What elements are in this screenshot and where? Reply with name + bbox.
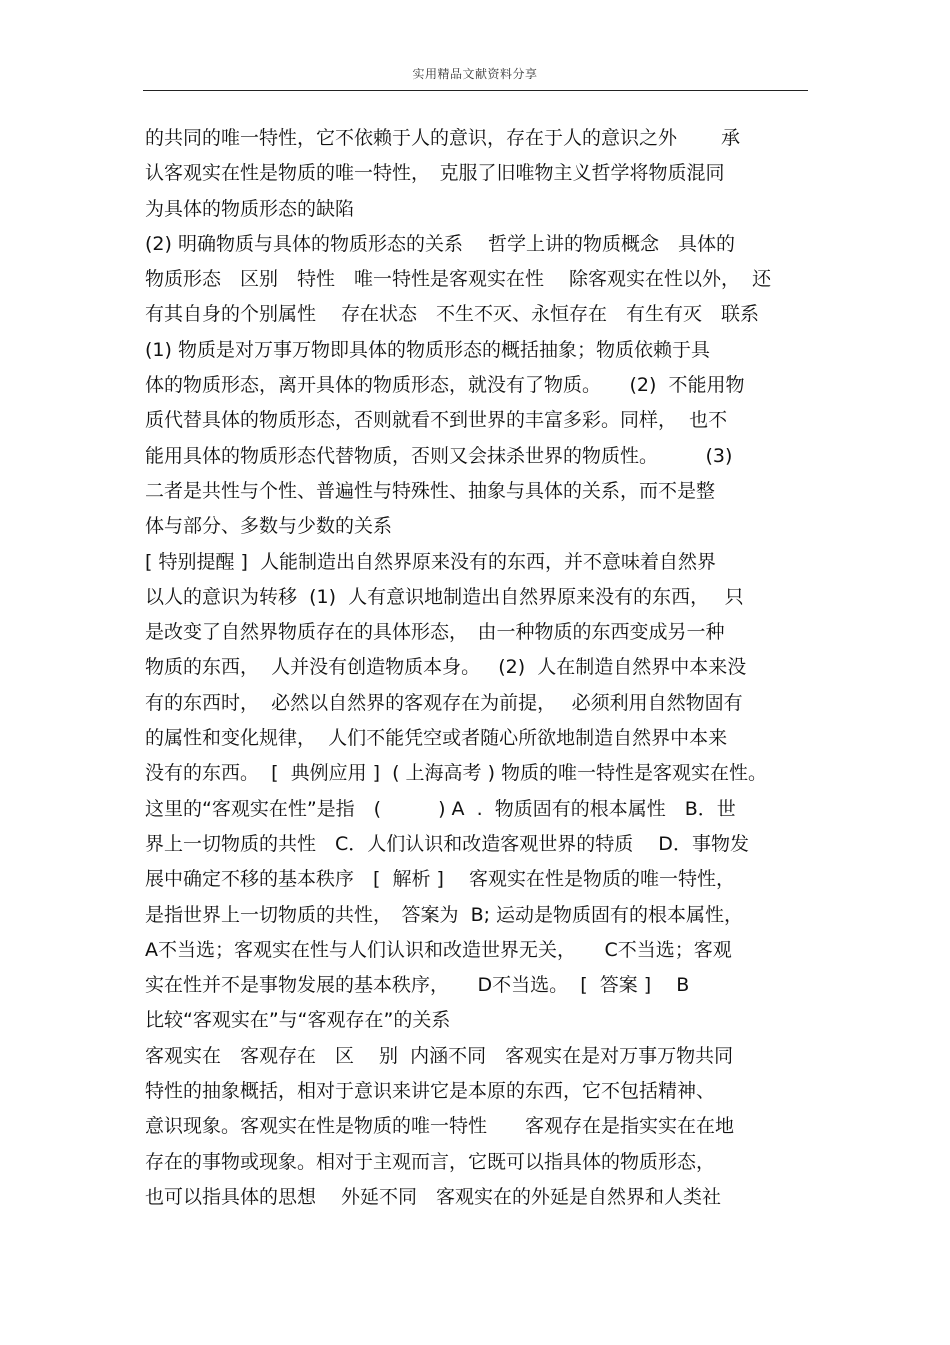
text-line: 为具体的物质形态的缺陷 <box>145 197 355 220</box>
text-line: 展中确定不移的基本秩序 [ 解析 ] 客观实在性是物质的唯一特性， <box>145 868 735 891</box>
text-line: 客观实在 客观存在 区 别 内涵不同 客观实在是对万事万物共同 <box>145 1044 734 1067</box>
text-line: 体的物质形态，离开具体的物质形态，就没有了物质。 (2) 不能用物 <box>145 374 745 397</box>
text-line: 存在的事物或现象。相对于主观而言，它既可以指具体的物质形态， <box>145 1150 716 1173</box>
text-line: 认客观实在性是物质的唯一特性， 克服了旧唯物主义哲学将物质混同 <box>145 162 725 185</box>
text-line: 有其自身的个别属性 存在状态 不生不灭、永恒存在 有生有灭 联系 <box>145 303 760 326</box>
text-line: 体与部分、多数与少数的关系 <box>145 515 393 538</box>
text-line: 以人的意识为转移 (1) 人有意识地制造出自然界原来没有的东西， 只 <box>145 585 744 608</box>
text-line: 有的东西时， 必然以自然界的客观存在为前提， 必须利用自然物固有 <box>145 691 743 714</box>
text-line: (1) 物质是对万事万物即具体的物质形态的概括抽象；物质依赖于具 <box>145 338 710 361</box>
text-line: 比较“客观实在”与“客观存在”的关系 <box>145 1009 451 1032</box>
text-line: (2) 明确物质与具体的物质形态的关系 哲学上讲的物质概念 具体的 <box>145 232 735 255</box>
text-line: 也可以指具体的思想 外延不同 客观实在的外延是自然界和人类社 <box>145 1185 722 1208</box>
page-header: 实用精品文献资料分享 <box>412 67 538 81</box>
document-body <box>145 121 810 1215</box>
text-line: 特性的抽象概括，相对于意识来讲它是本原的东西，它不包括精神、 <box>145 1080 716 1103</box>
text-line: 二者是共性与个性、普遍性与特殊性、抽象与具体的关系，而不是整 <box>145 479 716 502</box>
text-line: 是改变了自然界物质存在的具体形态， 由一种物质的东西变成另一种 <box>145 621 725 644</box>
text-line: A不当选；客观实在性与人们认识和改造世界无关， C不当选；客观 <box>145 938 732 961</box>
text-line: 物质的东西， 人并没有创造物质本身。 (2) 人在制造自然界中本来没 <box>145 656 747 679</box>
text-line: 的属性和变化规律， 人们不能凭空或者随心所欲地制造自然界中本来 <box>145 727 728 750</box>
text-line: 这里的“客观实在性”是指 ( ) A . 物质固有的根本属性 B．世 <box>145 797 736 820</box>
text-line: 实在性并不是事物发展的基本秩序， D不当选。 [ 答案 ] B <box>145 974 690 997</box>
text-line: 质代替具体的物质形态，否则就看不到世界的丰富多彩。同样， 也不 <box>145 409 728 432</box>
text-line: 的共同的唯一特性，它不依赖于人的意识，存在于人的意识之外 承 <box>145 127 741 149</box>
text-line: 没有的东西。 [ 典例应用 ] ( 上海高考 ) 物质的唯一特性是客观实在性。 <box>145 762 768 785</box>
header-divider <box>143 90 808 91</box>
text-line: 是指世界上一切物质的共性， 答案为 B; 运动是物质固有的根本属性， <box>145 903 744 926</box>
text-line: 能用具体的物质形态代替物质，否则又会抹杀世界的物质性。 (3) <box>145 444 733 467</box>
text-line: 意识现象。客观实在性是物质的唯一特性 客观存在是指实实在在地 <box>145 1115 735 1138</box>
text-line: [ 特别提醒 ] 人能制造出自然界原来没有的东西，并不意味着自然界 <box>145 550 716 573</box>
text-line: 物质形态 区别 特性 唯一特性是客观实在性 除客观实在性以外， 还 <box>145 268 772 291</box>
text-line: 界上一切物质的共性 C．人们认识和改造客观世界的特质 D．事物发 <box>145 832 749 855</box>
